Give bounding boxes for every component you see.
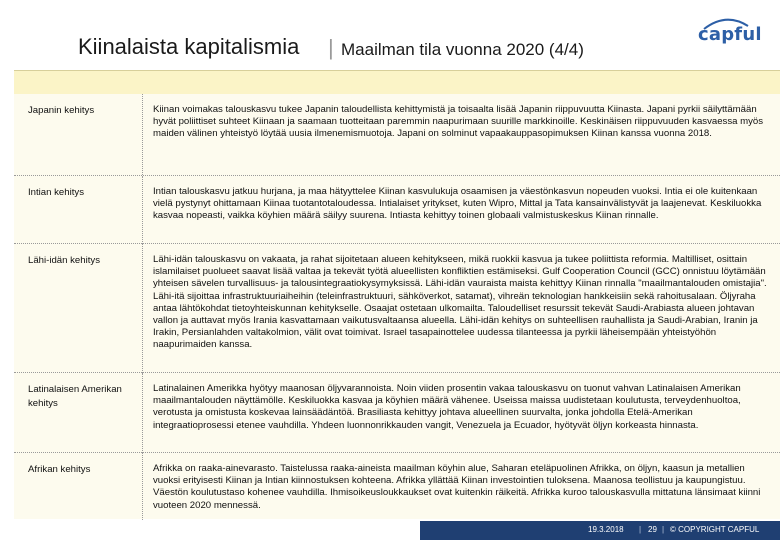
column-divider: [142, 94, 143, 175]
column-divider: [142, 244, 143, 373]
title-separator: |: [328, 35, 334, 60]
table-row: [14, 372, 780, 453]
footer-separator: |: [662, 525, 665, 534]
slide-subtitle: Maailman tila vuonna 2020 (4/4): [341, 40, 584, 59]
row-label: Afrikan kehitys: [28, 464, 91, 475]
capful-logo: [698, 22, 760, 46]
column-divider: [142, 176, 143, 244]
page-number: 29: [648, 525, 657, 534]
row-text: Kiinan voimakas talouskasvu tukee Japanin taloudellista kehittymistä ja toisaalta lisää Japanin riippuvuutta Kiinasta. Japani pyrkii säilyttämään hyvät poliittiset suhteet Kiinaan ja saamaan tuotteitaan paremmin naapurimaan suurille markkinoille. Keskinäisen riippuvuuden kasvaessa myös maiden välinen yhteistyö löytää uusia ilmenemismuotoja. Japani on solminut vapaakauppasopimuksen Kiinan kanssa vuonna 2018.: [153, 104, 764, 140]
row-text: Afrikka on raaka-ainevarasto. Taistelussa raaka-aineista maailman köyhin alue, Saharan eteläpuolinen Afrikka, on öljyn, kaasun ja metallien vuoksi erityisesti Kiinan ja Intian kiinnostuksen kohteena. Afrikka yllättää Kiinan investointien tuloksena. Maanosa teollistuu ja kaupungistuu. Väestön koulutustaso kohenee vauhdilla. Ihmisoikeusloukkaukset ovat kuitenkin räikeitä. Afrikka kuroo talouskasvulla mittatuna länsimaat kiinni vuoteen 2020 mennessä.: [153, 463, 761, 511]
row-label: Intian kehitys: [28, 187, 84, 198]
slide-footer: [420, 521, 780, 540]
row-text: Intian talouskasvu jatkuu hurjana, ja maa hätyyttelee Kiinan kasvulukuja osaamisen ja väestönkasvun nopeuden vuoksi. Intia ei ole kuitenkaan vielä pystynyt ohittamaan Kiinaa tuotantotaloudessa. Intialaiset yritykset, kuten Wipro, Mittal ja Tata kansainvälistyvät ja laajenevat. Keskiluokka kasvaa nopeasti, vaikka köyhien määrä säilyy suurena. Intiasta kehittyy toinen globaali valmistuskeskus Kiinan rinnalle.: [153, 186, 762, 222]
table-row: [14, 243, 780, 373]
row-label: Lähi-idän kehitys: [28, 255, 100, 266]
row-text: Latinalainen Amerikka hyötyy maanosan öljyvarannoista. Noin viiden prosentin vakaa talouskasvu on tuonut vahvan Latinalaisen Amerikan maailmantalouden näyttämölle. Keskiluokka kasvaa ja köyhien määrä vähenee. Useissa maissa uudistetaan koulutusta, terveydenhuoltoa, verotusta ja omistusta koskevaa lainsäädäntöä. Brasiliasta kehittyy johtava alueellinen suurvalta, jonka johdolla Etelä-Amerikan integraatioprosessi etenee vauhdilla. Yhdeen luonnonrikkauden vangit, Venezuela ja Ecuador, hyötyvät öljyn korkeasta hinnasta.: [153, 383, 741, 431]
header-band: [14, 70, 780, 96]
logo-text: capful: [698, 24, 762, 45]
table-row: [14, 94, 780, 175]
slide-title: Kiinalaista kapitalismia: [78, 34, 300, 59]
column-divider: [142, 453, 143, 520]
footer-date: 19.3.2018: [588, 525, 624, 534]
slide-header: [0, 0, 780, 70]
content-table: [14, 94, 780, 519]
footer-copyright: © COPYRIGHT CAPFUL: [670, 525, 760, 534]
footer-separator: |: [639, 525, 642, 534]
column-divider: [142, 373, 143, 453]
row-text: Lähi-idän talouskasvu on vakaata, ja rahat sijoitetaan alueen kehitykseen, mikä ruokkii kasvua ja tukee poliittista reformia. Maltilliset, osittain islamilaiset puolueet saavat lisää valtaa ja tekevät työtä alueellisten konfliktien estämiseksi. Gulf Cooperation Council (GCC) onnistuu löytämään yhteisen sävelen turvallisuus- ja talousintegraatiokysymyksissä. Lähi-idän vauraista maista kehittyy Kiinan rinnalla "maailmantalouden omistajia". Lähi-itä sijoittaa infrastruktuuriaiheihin (teleinfrastruktuuri, sähköverkot, satamat), vihreän teknologian hankkeisiin sekä rahoitusalaan. Öljyraha antaa lähtökohdat tietoyhteiskunnan kehitykselle. Osaajat ostetaan ulkomailta. Taloudelliset resurssit tekevät Saudi-Arabiasta alueen johtavan vallon ja auttavat myös Irania kasvattamaan vaikutusvaltaansa alueella. Lähi-idän kehitys on suhteellisen rauhallista ja Saudi-Arabian, Iranin ja Irakin, Persianlahden valtakolmion, välit ovat toimivat. Israel tasapainottelee uudessa tilanteessa ja pyrkii läheisempään yhteistyöhön naapurimaiden kanssa.: [153, 254, 767, 351]
row-label: Japanin kehitys: [28, 105, 95, 116]
table-row: [14, 452, 780, 520]
table-row: [14, 175, 780, 244]
row-label: Latinalaisen Amerikan kehitys: [28, 384, 122, 409]
